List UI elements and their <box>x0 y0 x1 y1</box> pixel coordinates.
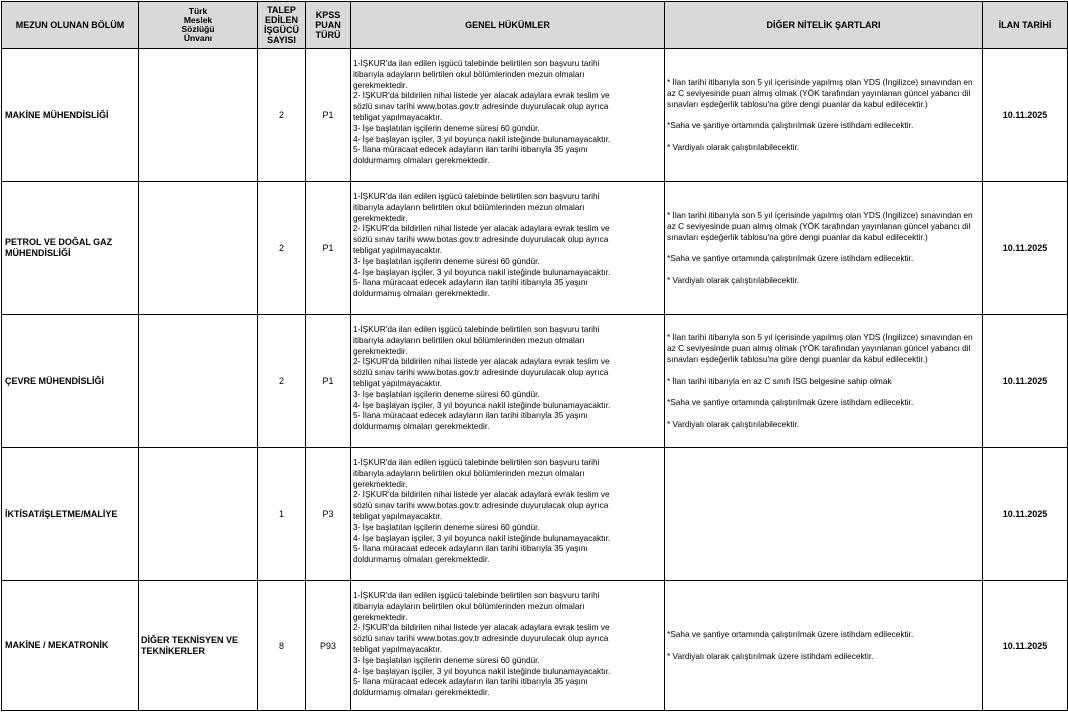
general-rules-text: 1-İŞKUR'da ilan edilen işgücü talebinde belirtilen son başvuru tarihi itibarıyla adayların belirtilen okul bölümlerinden mezun olmaları gerekmektedir. 2- İŞKUR'da bildirilen nihai listede yer alacak adaylara evrak teslim ve sözlü sınav tarihi www.botas.gov.tr adresinde duyurulacak olup ayrıca tebligat yapılmayacaktır. 3- İşe başlatılan işçilerin deneme süresi 60 gündür. 4- İşe başlayan işçiler, 3 yıl boyunca nakil isteğinde bulunamayacaktır. 5- İlana müracaat edecek adayların ilan tarihi itibarıyla 35 yaşını doldurmamış olmaları gerekmektedir. <box>353 457 611 565</box>
header-occupation-title: Türk Meslek Sözlüğü Ünvanı <box>139 2 258 49</box>
header-announcement-date: İLAN TARİHİ <box>983 2 1068 49</box>
occupation-title-cell <box>139 182 258 315</box>
kpss-type-cell: P3 <box>306 448 351 581</box>
requirement-item: * İlan tarihi itibarıyla son 5 yıl içerisinde yapılmış olan YDS (İngilizce) sınavından en az C seviyesinde puan almış olmak (YÖK tarafından yayınlanan güncel yabancı dil sınavları eşdeğerlik tablosu'na göre dengi puanlar da kabul edilecektir.) <box>667 332 973 364</box>
requirements-cell <box>665 581 983 711</box>
requirements-cell <box>665 49 983 182</box>
general-rules-cell <box>351 182 665 315</box>
department-cell: PETROL VE DOĞAL GAZ MÜHENDİSLİĞİ <box>2 182 139 315</box>
header-general-rules: GENEL HÜKÜMLER <box>351 2 665 49</box>
requested-count-cell: 2 <box>258 49 306 182</box>
requirements-cell <box>665 448 983 581</box>
requested-count-cell: 8 <box>258 581 306 711</box>
requested-count-cell: 2 <box>258 182 306 315</box>
requested-count-cell: 1 <box>258 448 306 581</box>
requirement-item: * İlan tarihi itibarıyla son 5 yıl içerisinde yapılmış olan YDS (İngilizce) sınavından en az C seviyesinde puan almış olmak (YÖK tarafından yayınlanan güncel yabancı dil sınavları eşdeğerlik tablosu'na göre dengi puanlar da kabul edilecektir.) <box>667 77 973 109</box>
table-row <box>2 182 1068 315</box>
kpss-type-cell: P1 <box>306 182 351 315</box>
requirement-item: *Saha ve şantiye ortamında çalıştırılmak üzere istihdam edilecektir. <box>667 120 914 131</box>
announcement-date-cell: 10.11.2025 <box>983 182 1068 315</box>
requirement-item: * İlan tarihi itibarıyla en az C sınıfı İSG belgesine sahip olmak <box>667 375 892 386</box>
general-rules-text: 1-İŞKUR'da ilan edilen işgücü talebinde belirtilen son başvuru tarihi itibarıyla adayların belirtilen okul bölümlerinden mezun olmaları gerekmektedir. 2- İŞKUR'da bildirilen nihai listede yer alacak adaylara evrak teslim ve sözlü sınav tarihi www.botas.gov.tr adresinde duyurulacak olup ayrıca tebligat yapılmayacaktır. 3- İşe başlatılan işçilerin deneme süresi 60 gündür. 4- İşe başlayan işçiler, 3 yıl boyunca nakil isteğinde bulunamayacaktır. 5- İlana müracaat edecek adayların ilan tarihi itibarıyla 35 yaşını doldurmamış olmaları gerekmektedir. <box>353 324 611 432</box>
announcement-date-cell: 10.11.2025 <box>983 448 1068 581</box>
requirement-item: * Vardiyalı olarak çalıştırılabilecektir. <box>667 275 800 286</box>
header-kpss-type: KPSS PUAN TÜRÜ <box>306 2 351 49</box>
department-cell: İKTİSAT/İŞLETME/MALİYE <box>2 448 139 581</box>
requirement-item: *Saha ve şantiye ortamında çalıştırılmak üzere istihdam edilecektir. <box>667 397 914 408</box>
department-cell: MAKİNE / MEKATRONİK <box>2 581 139 711</box>
announcement-date-cell: 10.11.2025 <box>983 581 1068 711</box>
header-other-requirements: DİĞER NİTELİK ŞARTLARI <box>665 2 983 49</box>
occupation-title-cell: DİĞER TEKNİSYEN VE TEKNİKERLER <box>139 581 258 711</box>
header-requested-count: TALEP EDİLEN İŞGÜCÜ SAYISI <box>258 2 306 49</box>
general-rules-text: 1-İŞKUR'da ilan edilen işgücü talebinde belirtilen son başvuru tarihi itibarıyla adayların belirtilen okul bölümlerinden mezun olmaları gerekmektedir. 2- İŞKUR'da bildirilen nihai listede yer alacak adaylara evrak teslim ve sözlü sınav tarihi www.botas.gov.tr adresinde duyurulacak olup ayrıca tebligat yapılmayacaktır. 3- İşe başlatılan işçilerin deneme süresi 60 gündür. 4- İşe başlayan işçiler, 3 yıl boyunca nakil isteğinde bulunamayacaktır. 5- İlana müracaat edecek adayların ilan tarihi itibarıyla 35 yaşını doldurmamış olmaları gerekmektedir. <box>353 58 611 166</box>
department-cell: MAKİNE MÜHENDİSLİĞİ <box>2 49 139 182</box>
header-row <box>2 2 1068 49</box>
table-row <box>2 49 1068 182</box>
requested-count-cell: 2 <box>258 315 306 448</box>
kpss-type-cell: P1 <box>306 315 351 448</box>
table-row <box>2 448 1068 581</box>
requirements-cell <box>665 315 983 448</box>
kpss-type-cell: P93 <box>306 581 351 711</box>
requirement-item: * Vardiyalı olarak çalıştırılabilecektir. <box>667 419 800 430</box>
requirement-item: *Saha ve şantiye ortamında çalıştırılmak üzere istihdam edilecektir. <box>667 629 914 640</box>
occupation-title-cell <box>139 49 258 182</box>
requirement-item: *Saha ve şantiye ortamında çalıştırılmak üzere istihdam edilecektir. <box>667 253 914 264</box>
table-row <box>2 315 1068 448</box>
header-department: MEZUN OLUNAN BÖLÜM <box>2 2 139 49</box>
occupation-title-cell <box>139 448 258 581</box>
general-rules-cell <box>351 448 665 581</box>
general-rules-cell <box>351 581 665 711</box>
general-rules-text: 1-İŞKUR'da ilan edilen işgücü talebinde belirtilen son başvuru tarihi itibarıyla adayların belirtilen okul bölümlerinden mezun olmaları gerekmektedir. 2- İŞKUR'da bildirilen nihai listede yer alacak adaylara evrak teslim ve sözlü sınav tarihi www.botas.gov.tr adresinde duyurulacak olup ayrıca tebligat yapılmayacaktır. 3- İşe başlatılan işçilerin deneme süresi 60 gündür. 4- İşe başlayan işçiler, 3 yıl boyunca nakil isteğinde bulunamayacaktır. 5- İlana müracaat edecek adayların ilan tarihi itibarıyla 35 yaşını doldurmamış olmaları gerekmektedir. <box>353 590 611 698</box>
department-cell: ÇEVRE MÜHENDİSLİĞİ <box>2 315 139 448</box>
announcement-date-cell: 10.11.2025 <box>983 49 1068 182</box>
occupation-title-cell <box>139 315 258 448</box>
announcement-date-cell: 10.11.2025 <box>983 315 1068 448</box>
job-listing-table <box>1 1 1068 711</box>
requirements-cell <box>665 182 983 315</box>
requirement-item: * İlan tarihi itibarıyla son 5 yıl içerisinde yapılmış olan YDS (İngilizce) sınavından en az C seviyesinde puan almış olmak (YÖK tarafından yayınlanan güncel yabancı dil sınavları eşdeğerlik tablosu'na göre dengi puanlar da kabul edilecektir.) <box>667 210 973 242</box>
general-rules-text: 1-İŞKUR'da ilan edilen işgücü talebinde belirtilen son başvuru tarihi itibarıyla adayların belirtilen okul bölümlerinden mezun olmaları gerekmektedir. 2- İŞKUR'da bildirilen nihai listede yer alacak adaylara evrak teslim ve sözlü sınav tarihi www.botas.gov.tr adresinde duyurulacak olup ayrıca tebligat yapılmayacaktır. 3- İşe başlatılan işçilerin deneme süresi 60 gündür. 4- İşe başlayan işçiler, 3 yıl boyunca nakil isteğinde bulunamayacaktır. 5- İlana müracaat edecek adayların ilan tarihi itibarıyla 35 yaşını doldurmamış olmaları gerekmektedir. <box>353 191 611 299</box>
requirement-item: * Vardiyalı olarak çalıştırılabilecektir. <box>667 142 800 153</box>
requirement-item: * Vardiyalı olarak çalıştırılmak üzere istihdam edilecektir. <box>667 651 874 661</box>
kpss-type-cell: P1 <box>306 49 351 182</box>
table-row <box>2 581 1068 711</box>
general-rules-cell <box>351 49 665 182</box>
general-rules-cell <box>351 315 665 448</box>
